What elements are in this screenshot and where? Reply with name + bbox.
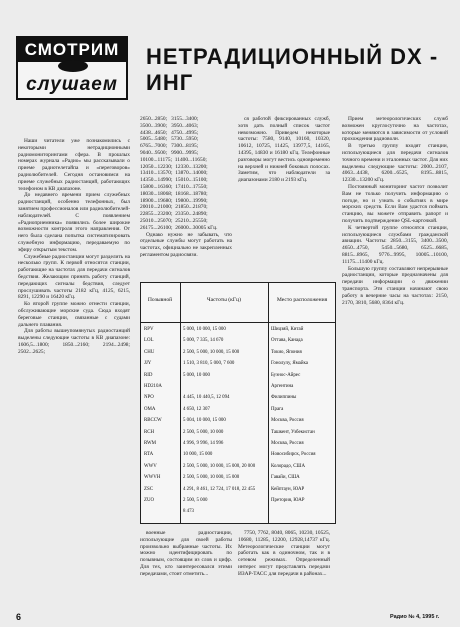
cell-freq: 5 000, 10 000, 15 000 <box>183 327 226 332</box>
header-location: Место расположения <box>276 297 328 303</box>
cell-loc: Новосибирск, Россия <box>271 452 316 458</box>
cell-call: NPO <box>144 395 154 401</box>
cell-loc: Ташкент, Узбекистан <box>271 429 315 435</box>
issue-footer: Радио № 4, 1995 г. <box>390 614 440 620</box>
badge-bottom-label: слушаем <box>26 74 118 95</box>
cell-freq: 2 500, 5 000, 10 000 <box>183 429 224 435</box>
cell-call: RWM <box>144 441 156 446</box>
article-title: НЕТРАДИЦИОННЫЙ DX - ИНГ <box>146 44 439 95</box>
paragraph: Большую группу составляют непрерывные радиостанции, которые предназначены для передачи информации о движении транспорта. Эти станции начинают свою работу в вечерние часы на частотах: 2150, 2170, 3810, 5680, 8364 кГц. <box>342 265 448 306</box>
cell-call: JJY <box>144 361 152 367</box>
column-divider <box>180 283 181 523</box>
left-column <box>18 138 130 602</box>
cell-freq: 1 510, 3 810, 5 000, 7 600 <box>183 361 235 367</box>
cell-call: LOL <box>144 338 154 344</box>
cell-loc: Колорадо, США <box>271 463 306 469</box>
paragraph: До недавнего времени прием служебных радиостанций, особенно телефонных, был занятием профессионалов или радиолюбителей-наблюдателей. С появлением «Радиоприемника» появились более широкие возможности контроля этого направления. От него была сделана попытка систематизировать служебную информацию, передаваемую по эфиру открытым текстом. <box>18 192 130 253</box>
cell-loc: Претория, ЮАР <box>271 498 305 503</box>
cell-freq: 5 000, 7 335, 14 670 <box>183 338 224 344</box>
cell-freq: 4 996, 9 996, 14 996 <box>183 441 224 446</box>
header-freq: Частоты (кГц) <box>207 297 241 303</box>
cell-loc: Гавайи, США <box>271 475 300 481</box>
section-badge <box>16 36 128 100</box>
paragraph: военные радиостанции, использующие для своей работы произвольно выбранные частоты. Их можно идентифицировать по позывным, состоящим из слов и цифр. Для тех, кто заинтересовался этими передачами, стоит отметить... <box>140 530 232 577</box>
frequency-list: 2650...2850; 3155...3400; 3500...3900; 3950...4063; 4438...4650; 4750...4995; 5005...5480; 5730...5950; 6765...7000; 7300...8195; 9040...9500; 9900...9995; 10100...11175; 11400...11650; 12050...12230; 12330...13200; 13410...13570; 13870...14000; 14350...14990; 15010...15100; 15800...16360; 17410...17550; 18030...18068; 18168...18780; 18900...19680; 19800...19990; 20010...21000; 21850...21870; 22855...23200; 23350...24890; 25010...25070; 25210...25550; 26175...26100; 26000...30005 кГц. <box>140 116 218 231</box>
cell-call: WWV <box>144 463 157 469</box>
cell-freq: 2 500, 5 000, 10 000, 15 000 <box>183 475 240 481</box>
paragraph: ся работой фиксированных служб, хотя дать полный список частот невозможно. Приведем некоторые частоты: 7580, 9140, 10160, 10320, 10612, 10725, 11425, 13977,5, 14165, 14395, 14830 и 16180 кГц. Телефонные разговоры могут вестись одновременно на верхней и нижней боковых полосах. Заметим, что наблюдатели за диапазонами 2180 и 2193 кГц. <box>238 116 330 184</box>
cell-loc: Буэнос-Айрес <box>271 372 301 378</box>
cell-call: RBCCW <box>144 418 162 424</box>
cell-loc: Кейптаун, ЮАР <box>271 486 305 492</box>
cell-freq: 2 500, 5 000, 10 000, 15 000 <box>183 349 240 355</box>
cell-loc: Гонолулу, Ямайка <box>271 361 308 367</box>
cell-call: HD210A <box>144 384 162 389</box>
paragraph: К четвертой группе относятся станции, использующиеся службами гражданской авиации. Частоты: 2850...3155, 3400...3500, 4650...4750, 5450...5680, 6525...6685, 8815...8965, 9776...9995, 10005...10100, 11175...11400 кГц. <box>342 224 448 265</box>
cell-loc: Аргентина <box>271 384 294 389</box>
badge-top-label: СМОТРИМ <box>18 38 126 62</box>
cell-call: RCH <box>144 429 155 435</box>
cell-loc: Токио, Япония <box>271 349 302 355</box>
cell-freq: 10 000, 15 000 <box>183 452 213 458</box>
cell-call: WWVH <box>144 475 161 481</box>
cell-freq: 2 500, 5 000 <box>183 498 208 503</box>
paragraph: Ко второй группе можно отнести станции, обслуживающие морские суда. Сюда входят береговые станции, связанные с судами дальнего плавания. <box>18 301 130 328</box>
cell-call: CHU <box>144 349 155 355</box>
cell-freq: 4 291, 8 461, 12 724, 17 018, 22 455 <box>183 486 256 492</box>
paragraph: Однако нужно не забывать, что отдельные службы могут работать на частотах, официально не закрепленных регламентом радиосвязи. <box>140 231 232 258</box>
cell-call: OMA <box>144 406 156 412</box>
cell-call: ZSC <box>144 486 153 492</box>
mid2-column-top <box>238 116 330 272</box>
mid-column-bottom <box>140 530 232 610</box>
paragraph: Для работы вышеупомянутых радиостанций выделены следующие частоты в КВ диапазоне: 1606,5...1800; 1850...2160; 2194...2498; 2502...2625; <box>18 328 130 355</box>
cell-loc: Филиппины <box>271 395 297 401</box>
paragraph: Наши читатели уже познакомились с некоторыми нетрадиционными радиомониторингами сфера. В прошлых номерах журнала «Радио» мы рассказывали о приеме радиотелетайпа и «переговоров» радиолюбителей. Сегодня остановимся на приеме служебных радиостанций, работающих телефоном в КВ диапазоне. <box>18 138 130 192</box>
cell-call: RPV <box>144 327 154 332</box>
cell-freq: 8 473 <box>183 509 195 515</box>
cell-loc: Оттава, Канада <box>271 338 303 344</box>
cell-loc: Прага <box>271 406 284 412</box>
cell-loc: Москва, Россия <box>271 441 304 446</box>
header-call: Позывной <box>147 297 173 303</box>
cell-loc: Москва, Россия <box>271 418 304 424</box>
cell-call: ZUO <box>144 498 155 503</box>
column-divider <box>268 283 269 523</box>
cell-call: RTA <box>144 452 154 458</box>
cell-freq: 5 004, 10 000, 15 000 <box>183 418 226 424</box>
cell-call: RID <box>144 372 153 378</box>
page-number: 6 <box>16 612 22 622</box>
cell-loc: Шицзяй, Китай <box>271 327 304 332</box>
table-header <box>141 283 335 323</box>
time-signal-table <box>140 282 336 524</box>
cell-freq: 4 445, 10 440,5, 12 094 <box>183 395 230 401</box>
paragraph: Прием метеорологических служб возможен круглосуточно на частотах, которые меняются в зависимости от условий прохождения радиоволн. <box>342 116 448 143</box>
paragraph: Постоянный мониторинг частот позволит Вам не только получить информацию о погоде, но и узнать о событиях в мире морских средств. Если Вам удастся поймать станцию, вы можете отправить рапорт и получить подтверждение QSL-карточкой. <box>342 183 448 224</box>
eye-icon <box>58 60 88 72</box>
paragraph: 7750, 7762, 8040, 8065, 10230, 10525, 10680, 11285, 12200, 12928,14737 кГц. Метеорологические станции могут работать как в одиночном, так и в сетевом режимах. Определенный интерес могут представлять передачи ИЗАР-ТАСС для передачи в районах... <box>238 530 330 577</box>
cell-freq: 2 500, 5 000, 10 000, 15 000, 20 000 <box>183 463 256 469</box>
paragraph: В третью группу входят станции, использующиеся для передачи сигналов точного времени и эталонных частот. Для них выделены следующие частоты: 2000...2107, 4063...4438, 6200...6525, 8195...8815, 12330...13200 кГц. <box>342 143 448 184</box>
right-column <box>342 116 448 606</box>
mid2-column-bottom <box>238 530 330 610</box>
paragraph: Служебные радиостанции могут разделить на несколько групп. К первой относятся станции, работающие на частотах для передачи сигналов бедствия. Желающим принять работу станций, передающих сигналы бедствия, следует прослушивать частоты 2182 кГц, 4125, 6215, 8291, 12290 и 16420 кГц. <box>18 253 130 301</box>
cell-freq: 5 000, 10 000 <box>183 372 210 378</box>
cell-freq: 4 650, 12 307 <box>183 406 210 412</box>
mid-column-top <box>140 116 232 258</box>
